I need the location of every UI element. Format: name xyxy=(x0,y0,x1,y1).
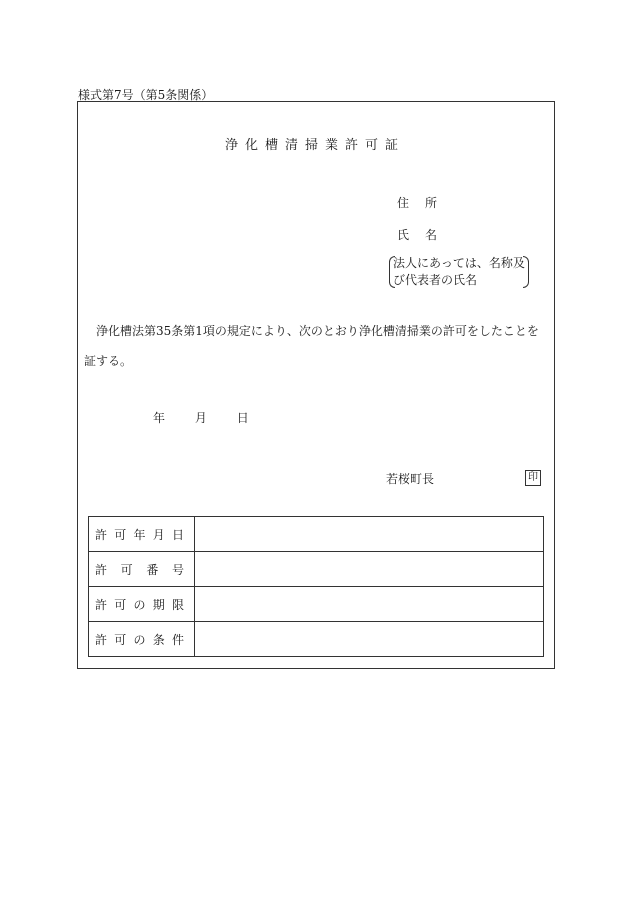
issue-date xyxy=(153,409,275,426)
permit-period-label-char: の xyxy=(133,597,149,612)
permit-date-label-char: 可 xyxy=(114,527,130,542)
permit-date-value xyxy=(195,517,544,552)
address-label: 住所 xyxy=(397,196,454,210)
date-day: 日 xyxy=(236,411,249,425)
corporate-note-line2: び代表者の氏名 xyxy=(393,273,478,287)
table-row-permit-number xyxy=(89,552,544,587)
certification-text: 浄化槽法第35条第1項の規定により、次のとおり浄化槽清掃業の許可をしたことを証する。 xyxy=(84,324,539,368)
table-row-permit-date xyxy=(89,517,544,552)
corporate-note-line1: 法人にあっては、名称及 xyxy=(393,256,525,270)
permit-conditions-label-char: の xyxy=(133,632,149,647)
permit-date-label-char: 月 xyxy=(152,527,168,542)
permit-details-table xyxy=(88,516,544,657)
permit-number-label-char: 号 xyxy=(171,562,187,577)
permit-period-label xyxy=(89,587,195,622)
name-label: 氏名 xyxy=(397,228,454,242)
permit-period-label-char: 限 xyxy=(171,597,187,612)
permit-date-label-char: 年 xyxy=(133,527,149,542)
table-row-permit-conditions xyxy=(89,622,544,657)
permit-period-value xyxy=(195,587,544,622)
table-row-permit-period xyxy=(89,587,544,622)
permit-conditions-label-char: 条 xyxy=(152,632,168,647)
corporate-note xyxy=(389,255,529,289)
permit-number-label-char: 番 xyxy=(146,562,162,577)
date-month: 月 xyxy=(194,411,207,425)
permit-period-label-char: 許 xyxy=(95,597,111,612)
permit-number-label-char: 可 xyxy=(120,562,136,577)
permit-date-label-char: 許 xyxy=(95,527,111,542)
date-year: 年 xyxy=(153,411,166,425)
permit-period-label-char: 期 xyxy=(152,597,168,612)
form-number: 様式第7号（第5条関係） xyxy=(78,88,214,102)
permit-period-label-char: 可 xyxy=(114,597,130,612)
permit-conditions-label xyxy=(89,622,195,657)
permit-date-label xyxy=(89,517,195,552)
issuer-title: 若桜町長 xyxy=(386,472,435,486)
permit-conditions-label-char: 可 xyxy=(114,632,130,647)
permit-number-value xyxy=(195,552,544,587)
permit-conditions-label-char: 許 xyxy=(95,632,111,647)
right-bracket xyxy=(523,256,529,288)
left-bracket xyxy=(389,256,395,288)
permit-date-label-char: 日 xyxy=(171,527,187,542)
document-title: 浄化槽清掃業許可証 xyxy=(224,138,405,153)
permit-number-label-char: 許 xyxy=(95,562,111,577)
permit-conditions-label-char: 件 xyxy=(171,632,187,647)
seal-mark: 印 xyxy=(525,470,541,486)
permit-number-label xyxy=(89,552,195,587)
permit-conditions-value xyxy=(195,622,544,657)
